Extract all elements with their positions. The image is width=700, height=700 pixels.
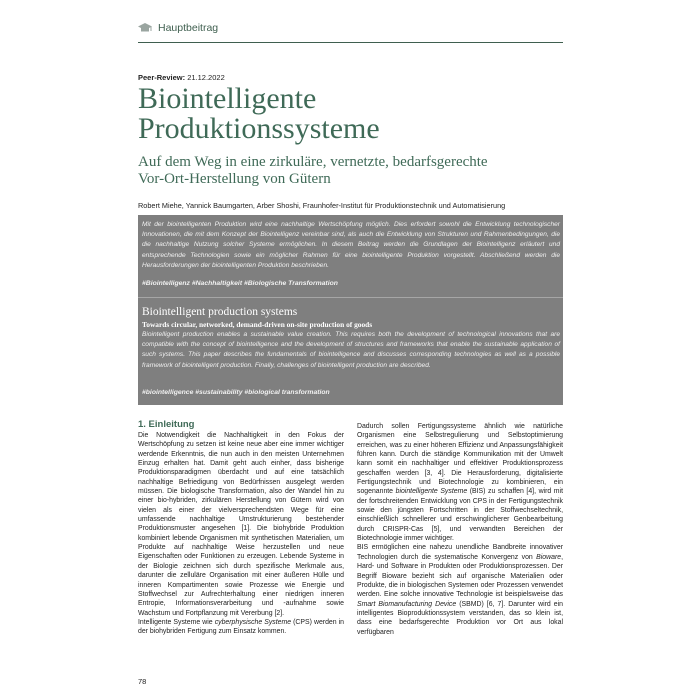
peer-review-line	[138, 73, 225, 82]
emphasis: cyberphysische Systeme	[214, 618, 292, 626]
emphasis: Smart Biomanufacturing Device	[357, 600, 457, 608]
subtitle-line: Vor-Ort-Herstellung von Gütern	[138, 171, 331, 187]
english-subtitle: Towards circular, networked, demand-driven on-site production of goods	[142, 320, 373, 329]
abstract-divider	[138, 297, 563, 298]
page-number: 78	[138, 677, 147, 686]
mortarboard-icon	[138, 23, 152, 33]
title-line: Biointelligente	[138, 82, 317, 115]
text-run: (SBMD) [6, 7]. Darunter wird ein intelligentes Bioproduktionssystem verstanden, das so klein ist, dass eine bedarfsgerechte Produktion vor Ort aus lokal verfügbaren	[357, 600, 563, 636]
paragraph	[357, 422, 563, 543]
text-run: (CPS) werden in der biohybriden Fertigung zum Einsatz kommen.	[138, 618, 344, 636]
authors: Robert Miehe, Yannick Baumgarten, Arber Shoshi, Fraunhofer-Institut für Produktionstechnik und Automatisierung	[138, 201, 506, 210]
section-heading: 1. Einleitung	[138, 419, 195, 430]
text-run: BIS ermöglichen eine nahezu unendliche Bandbreite innovativer Technologien durch die systematische Konvergenz von	[357, 544, 563, 561]
paragraph: Die Notwendigkeit die Nachhaltigkeit in den Fokus der Wertschöpfung zu setzen ist keine neue aber eine immer wichtiger werdende Erkenntnis, die nun auch in den meisten Unternehmen Einzug erhalten hat. Damit geht auch einher, dass bisherige Produktionsparadigmen überdacht und auf eine tatsächlich nachhaltige Befriedigung von Bedürfnissen ausgelegt werden müssen. Die biologische Transformation, also der Wandel hin zu einer bio-hybriden, zirkulären Herstellung von Gütern wird von vielen als einer der vielversprechendsten Wege für eine umfassende nachhaltige Umstrukturierung bestehender Produktionsmuster angesehen [1]. Die biohybride Produktion kombiniert lebende Organismen mit synthetischen Materialien, um Produkte auf nachhaltige Weise herzustellen und neue Eigenschaften oder Funktionen zu erzeugen. Lebende Systeme in der Biologie zeichnen sich durch spezifische Merkmale aus, darunter die zelluläre Organisation mit einer äußeren Hülle und inneren Kompartimenten sowie Prozesse wie Energie und Stoffwechsel zur Aufrechterhaltung einer niedrigen inneren Entropie, Informationsverarbeitung und -aufnahme sowie Wachstum und Fortpflanzung mit Vererbung [2].	[138, 432, 344, 617]
paragraph	[138, 618, 344, 637]
text-run: Intelligente Systeme wie	[138, 618, 215, 626]
left-column	[138, 419, 344, 637]
tags-german: #Biointelligenz #Nachhaltigkeit #Biologische Transformation	[142, 280, 338, 287]
emphasis: biointelligente Systeme	[395, 488, 468, 496]
text-run: Dadurch sollen Fertigungssysteme ähnlich wie natürliche Organismen eine Selbstregulierung und Selbstoptimierung erreichen, was zu einer höheren Effizienz und Anpassungsfähigkeit führen kann. Durch die ständige Kommunikation mit der Umwelt kann somit ein nachhaltiger und effektiver Produktionsprozess geschaffen werden [3, 4]. Die Herausforderung, digitalisierte Fertigungstechnik und Biotechnologie zu kombinieren, ein sogenannte	[357, 423, 563, 496]
text-run: , Hard- und Software in Produkten oder Produktionsprozessen. Der Begriff Bioware bezieht sich auf organische Materialien oder Produkte, die in biologischen Systemen oder Prozessen verwendet werden. Eine solche innovative Technologie ist beispielsweise das	[357, 553, 563, 599]
abstract-german: Mit der biointelligenten Produktion wird eine nachhaltige Wertschöpfung möglich. Dies erfordert sowohl die Entwicklung technologischer Innovationen, die mit dem Konzept der Biointelligenz vereinbar sind, als auch die Entwicklung von Strukturen und Rahmenbedingungen, die die nachhaltige Nutzung solcher Systeme ermöglichen. In diesem Beitrag werden die Grundlagen der Biointelligenz erläutert und entsprechende Technologien sowie ein möglicher Rahmen für eine biointelligente Produktion vorgestellt. Abschließend werden die Herausforderungen der biointelligenten Produktion beschrieben.	[142, 221, 560, 269]
paragraph	[357, 543, 563, 636]
text-run: (BIS) zu schaffen [4], wird mit der fortschreitenden Entwicklung von CPS in der Fertigungstechnik sowie den jüngsten Fortschritten in der Stoffwechseltechnik, einschließlich schnellerer und erschwinglicherer Genbearbeitung durch CRISPR-Cas [5], und verwandten Bereichen der Biotechnologie immer wichtiger.	[357, 488, 563, 543]
abstract-english: Biointelligent production enables a sustainable value creation. This requires both the development of technological innovations that are compatible with the concept of biointelligence and the development of structures and frameworks that enable the sustainable application of such systems. This paper describes the fundamentals of biointelligence and discusses corresponding technologies as well as a possible framework of biointelligent production. Finally, challenges of biointelligent production are described.	[142, 331, 560, 369]
header-rule	[138, 42, 563, 43]
english-title: Biointelligent production systems	[142, 306, 298, 318]
peer-review-date: 21.12.2022	[187, 73, 225, 82]
right-column	[357, 422, 563, 637]
section-label: Hauptbeitrag	[158, 22, 219, 34]
page-title	[138, 84, 380, 144]
peer-review-label: Peer-Review:	[138, 73, 186, 82]
tags-english: #biointelligence #sustainability #biological transformation	[142, 389, 330, 396]
subtitle	[138, 154, 488, 188]
title-line: Produktionssysteme	[138, 112, 380, 145]
subtitle-line: Auf dem Weg in eine zirkuläre, vernetzte, bedarfsgerechte	[138, 154, 488, 170]
emphasis: Bioware	[536, 553, 562, 561]
section-header	[138, 22, 218, 34]
